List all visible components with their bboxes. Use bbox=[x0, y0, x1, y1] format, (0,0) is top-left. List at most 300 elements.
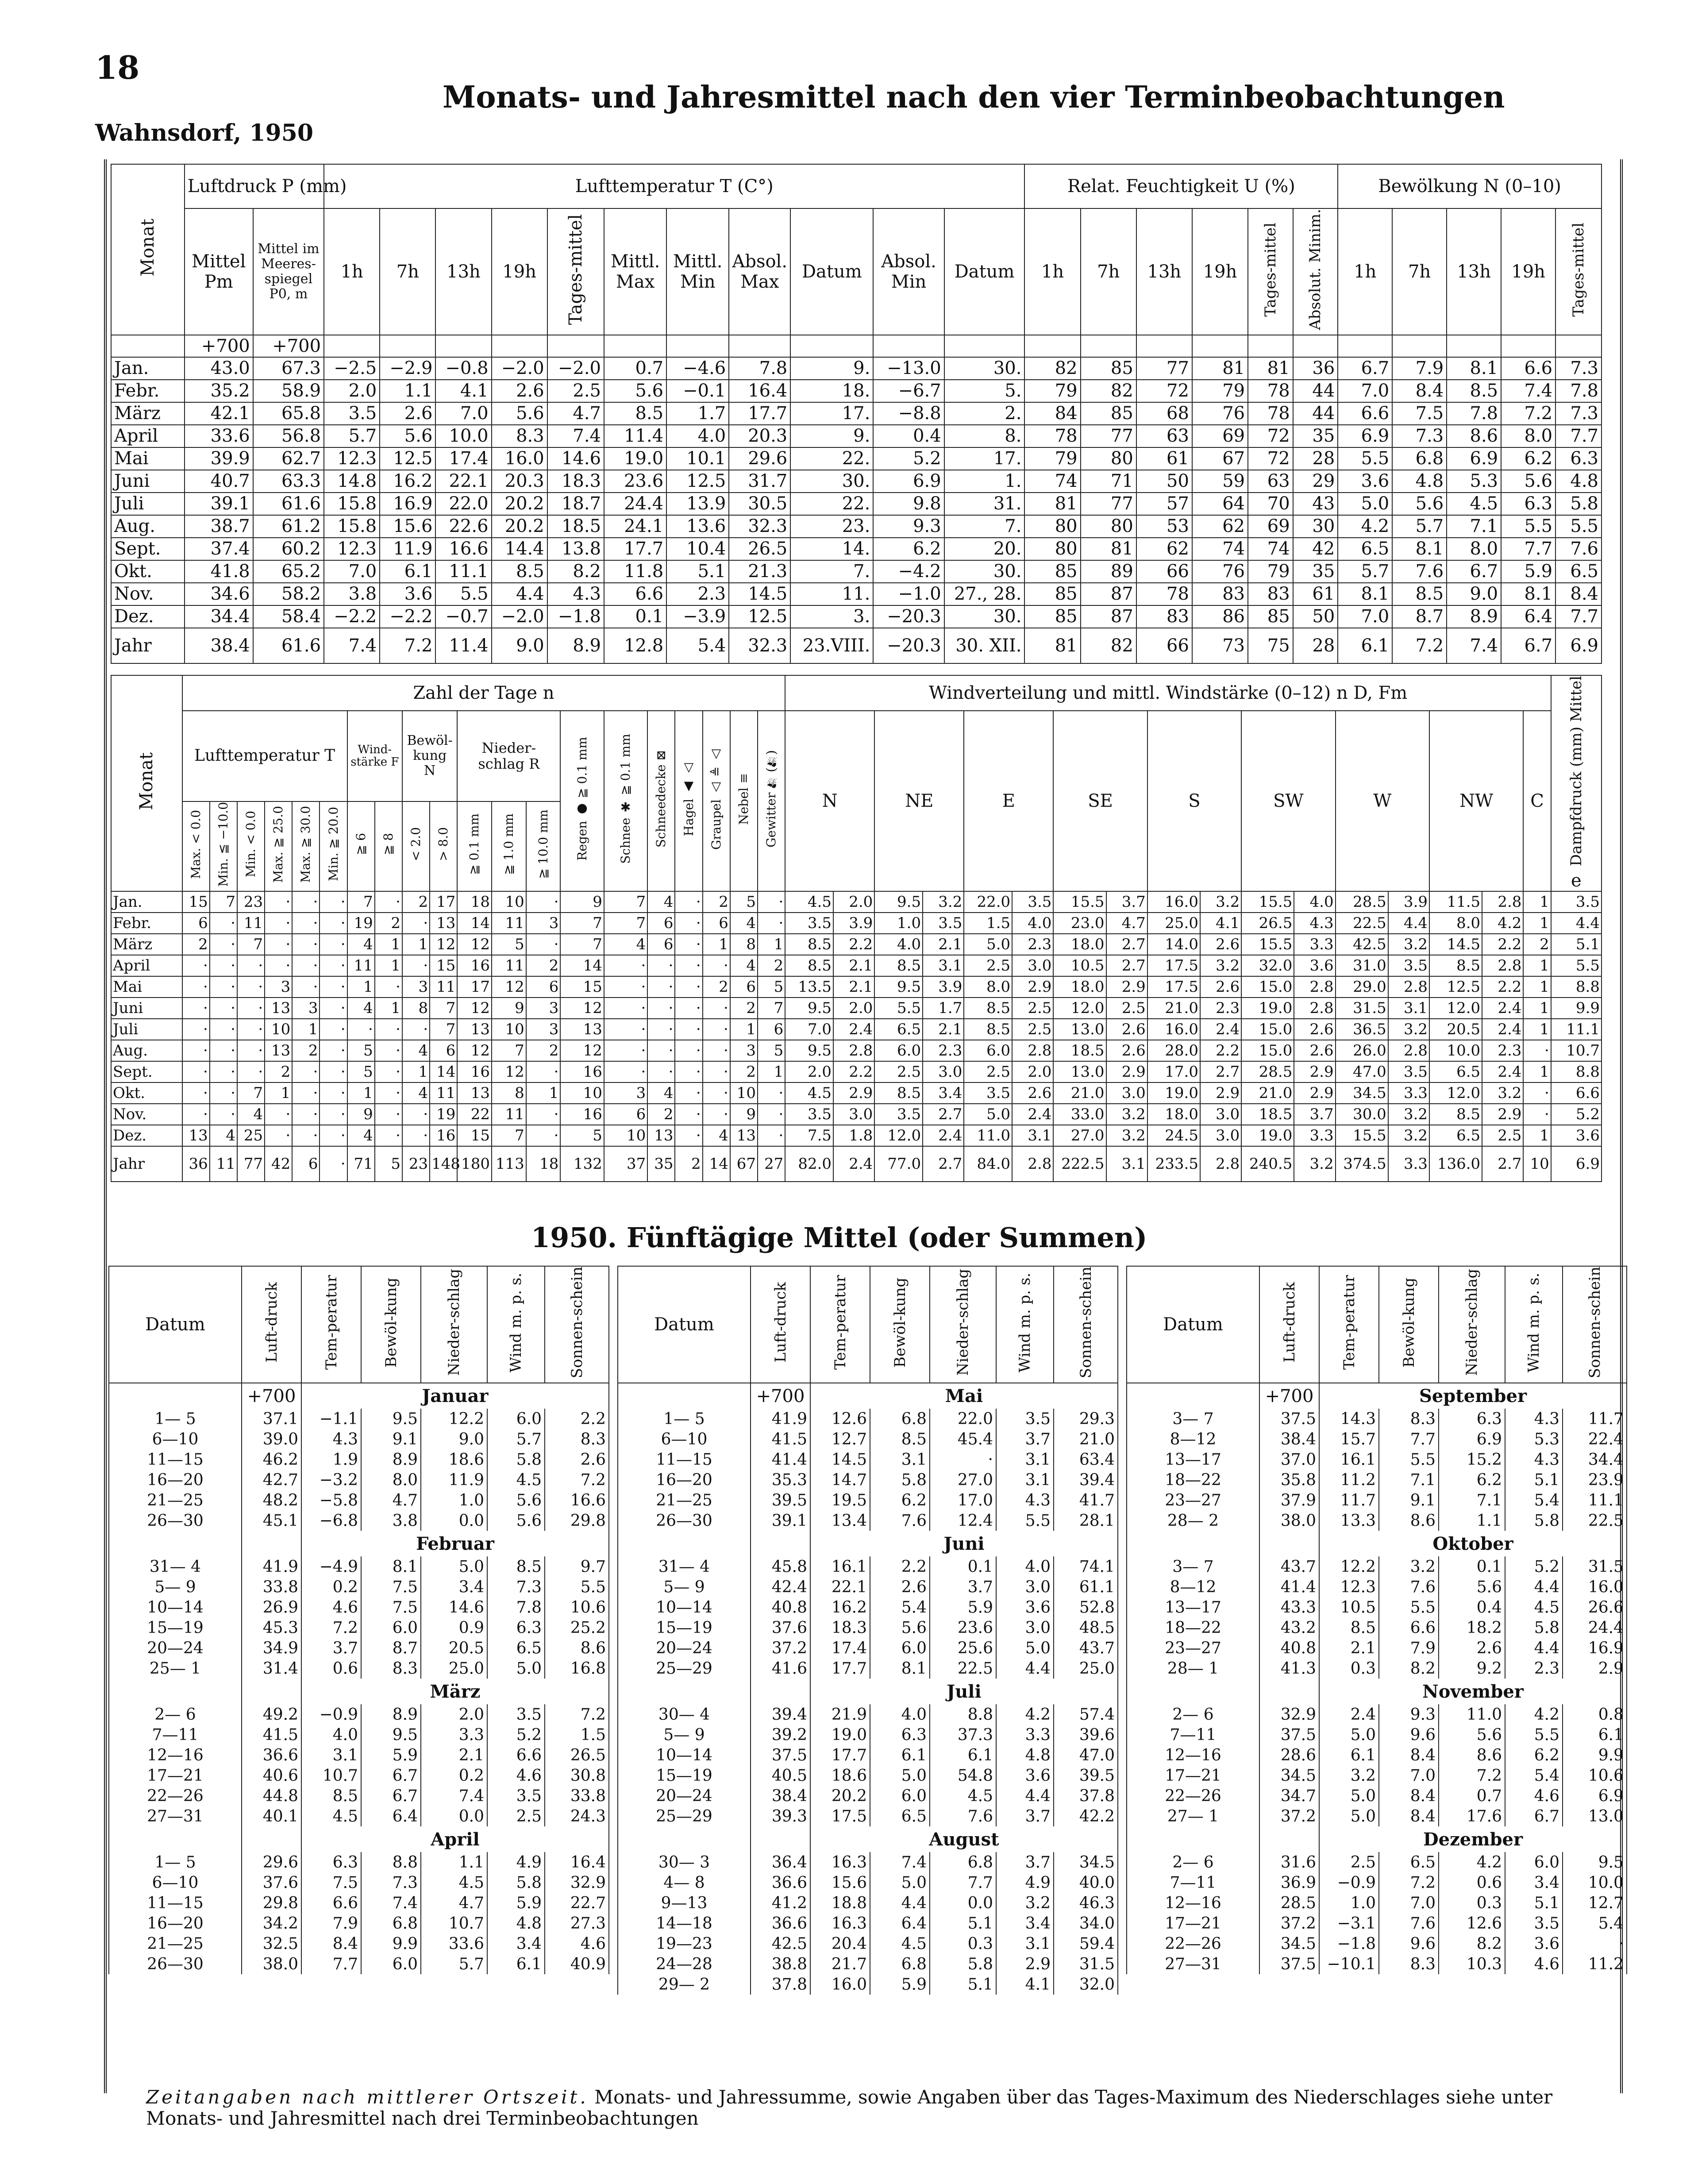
data-cell: 7.2 bbox=[545, 1470, 609, 1490]
data-cell: · bbox=[375, 1040, 402, 1061]
data-cell: 6.0 bbox=[487, 1409, 545, 1429]
data-cell: 5.5 bbox=[1379, 1449, 1439, 1470]
data-cell: · bbox=[237, 1040, 265, 1061]
data-cell: 4.7 bbox=[361, 1490, 421, 1510]
data-cell: 10 bbox=[1523, 1146, 1551, 1182]
data-cell: −1.8 bbox=[547, 605, 604, 628]
data-cell: 20.2 bbox=[492, 493, 547, 515]
data-cell: 8.6 bbox=[545, 1638, 609, 1658]
header-lufttemperatur: Lufttemperatur T (C°) bbox=[324, 164, 1024, 208]
data-cell: · bbox=[675, 1125, 702, 1146]
data-cell: 37.8 bbox=[1054, 1786, 1118, 1806]
data-cell: 25.0 bbox=[1054, 1658, 1118, 1679]
data-cell: 56.8 bbox=[253, 425, 324, 447]
data-cell: · bbox=[292, 891, 320, 913]
data-cell: 3.0 bbox=[1200, 1104, 1241, 1125]
table-row bbox=[618, 1704, 1118, 1725]
data-cell: 6 bbox=[647, 913, 675, 934]
month-label: Nov. bbox=[111, 1104, 182, 1125]
data-cell: 5.4 bbox=[1505, 1490, 1563, 1510]
data-cell: 11.2 bbox=[1563, 1954, 1627, 1974]
data-cell: 2.6 bbox=[1294, 1040, 1335, 1061]
date-range: 31— 4 bbox=[618, 1556, 751, 1577]
cell-base bbox=[1259, 1679, 1319, 1704]
data-cell: 6.5 bbox=[870, 1806, 930, 1826]
data-cell: 11.8 bbox=[604, 560, 666, 583]
data-cell: 2.9 bbox=[1106, 1061, 1147, 1082]
month-label: Dez. bbox=[111, 605, 185, 628]
data-cell: 3.1 bbox=[996, 1449, 1054, 1470]
table-row bbox=[618, 1577, 1118, 1597]
month-label: Jahr bbox=[111, 628, 185, 663]
data-cell: 31.4 bbox=[242, 1658, 301, 1679]
data-cell: 19 bbox=[347, 913, 375, 934]
data-cell: 3.7 bbox=[301, 1638, 361, 1658]
data-cell: · bbox=[647, 1019, 675, 1040]
data-cell: 3.2 bbox=[1200, 891, 1241, 913]
data-cell: 75 bbox=[1248, 628, 1293, 663]
data-cell: · bbox=[320, 913, 347, 934]
data-cell: 9.6 bbox=[1379, 1934, 1439, 1954]
data-cell: · bbox=[675, 1019, 702, 1040]
table-row-base bbox=[111, 335, 1602, 357]
data-cell: 18 bbox=[526, 1146, 561, 1182]
table-row bbox=[1127, 1490, 1627, 1510]
table-row bbox=[109, 1852, 609, 1872]
data-cell: 2.1 bbox=[833, 955, 874, 976]
data-cell: 7 bbox=[347, 891, 375, 913]
data-cell: −10.1 bbox=[1319, 1954, 1379, 1974]
date-range: 9—13 bbox=[618, 1893, 751, 1913]
header-t1: 1h bbox=[324, 208, 380, 335]
data-cell: 24.4 bbox=[1563, 1618, 1627, 1638]
data-cell: 6.4 bbox=[1501, 605, 1555, 628]
data-cell: 10.5 bbox=[1319, 1597, 1379, 1618]
data-cell: 45.8 bbox=[751, 1556, 810, 1577]
data-cell: 36 bbox=[1293, 357, 1338, 380]
table-row bbox=[111, 493, 1602, 515]
data-cell: 14 bbox=[457, 913, 492, 934]
data-cell: 2.6 bbox=[1200, 934, 1241, 955]
data-cell: 10.5 bbox=[1053, 955, 1106, 976]
data-cell: · bbox=[182, 1061, 210, 1082]
data-cell: 34.5 bbox=[1259, 1765, 1319, 1786]
data-cell: 4.5 bbox=[487, 1470, 545, 1490]
table-row bbox=[1127, 1577, 1627, 1597]
data-cell: 10.7 bbox=[301, 1765, 361, 1786]
data-cell: 27.0 bbox=[930, 1470, 996, 1490]
data-cell: · bbox=[758, 913, 785, 934]
data-cell: 3.3 bbox=[421, 1725, 487, 1745]
date-range: 27—31 bbox=[1127, 1954, 1259, 1974]
data-cell: 23 bbox=[237, 891, 265, 913]
data-cell: 43.3 bbox=[1259, 1597, 1319, 1618]
data-cell: 15.0 bbox=[1241, 1019, 1294, 1040]
data-cell: 0.3 bbox=[1439, 1893, 1505, 1913]
table-row bbox=[1127, 1618, 1627, 1638]
data-cell: · bbox=[320, 1125, 347, 1146]
table-row bbox=[618, 1725, 1118, 1745]
header-lt-0: Max. < 0.0 bbox=[182, 801, 210, 892]
data-cell: 4 bbox=[703, 1125, 730, 1146]
data-cell: 77 bbox=[237, 1146, 265, 1182]
data-cell: 7 bbox=[492, 1125, 526, 1146]
date-range: 1— 5 bbox=[618, 1409, 751, 1429]
data-cell: 8.6 bbox=[1439, 1745, 1505, 1765]
data-cell: 34.2 bbox=[242, 1913, 301, 1934]
data-cell: 15.6 bbox=[810, 1872, 870, 1893]
data-cell: 38.0 bbox=[1259, 1510, 1319, 1531]
data-cell: · bbox=[526, 1125, 561, 1146]
data-cell: 61 bbox=[1136, 447, 1192, 470]
data-cell: 16.2 bbox=[810, 1597, 870, 1618]
data-cell: 2.3 bbox=[666, 583, 729, 605]
data-cell: 6.6 bbox=[1338, 402, 1392, 425]
date-range: 16—20 bbox=[618, 1470, 751, 1490]
data-cell: 41.4 bbox=[1259, 1577, 1319, 1597]
data-cell: 6.0 bbox=[361, 1618, 421, 1638]
data-cell: 39.1 bbox=[185, 493, 253, 515]
data-cell: · bbox=[237, 1019, 265, 1040]
data-cell: 16 bbox=[430, 1125, 457, 1146]
data-cell: 3.2 bbox=[1379, 1556, 1439, 1577]
footnote-text: Monats- und Jahressumme, sowie Angaben über das Tages-Maximum des Niederschlages siehe unter Monats- und Jahresmittel nach drei Terminbeobachtungen bbox=[146, 2086, 1553, 2129]
month-label: Jan. bbox=[111, 357, 185, 380]
footnote-italic: Zeitangaben nach mittlerer Ortszeit. bbox=[146, 2086, 589, 2108]
data-cell: 19.0 bbox=[1241, 1125, 1294, 1146]
data-cell: 3.2 bbox=[1294, 1146, 1335, 1182]
cell-base bbox=[1259, 1531, 1319, 1556]
cell-empty bbox=[1081, 335, 1136, 357]
data-cell: 2.6 bbox=[1106, 1040, 1147, 1061]
data-cell: 61.6 bbox=[253, 493, 324, 515]
month-label: März bbox=[111, 402, 185, 425]
data-cell: 78 bbox=[1024, 425, 1080, 447]
data-cell: 10 bbox=[560, 1082, 604, 1104]
data-cell: 6 bbox=[647, 934, 675, 955]
data-cell: 3.2 bbox=[1388, 1019, 1429, 1040]
data-cell: 17.7 bbox=[810, 1745, 870, 1765]
data-cell: 13 bbox=[265, 998, 292, 1019]
date-range: 28— 2 bbox=[1127, 1510, 1259, 1531]
data-cell: 5.5 bbox=[996, 1510, 1054, 1531]
data-cell: 2.6 bbox=[380, 402, 435, 425]
data-cell: −0.7 bbox=[435, 605, 491, 628]
header-bewoelkung: Bewölkung N (0–10) bbox=[1338, 164, 1602, 208]
data-cell: 8.0 bbox=[361, 1470, 421, 1490]
data-cell: 7.9 bbox=[301, 1913, 361, 1934]
data-cell: 18.0 bbox=[1053, 934, 1106, 955]
data-cell: 72 bbox=[1248, 447, 1293, 470]
data-cell: 7.5 bbox=[301, 1872, 361, 1893]
data-cell: 5.1 bbox=[930, 1913, 996, 1934]
data-cell: 59 bbox=[1192, 470, 1248, 493]
data-cell: 4.3 bbox=[301, 1429, 361, 1449]
data-cell: 6.5 bbox=[487, 1638, 545, 1658]
header-col: Luft-druck bbox=[1259, 1266, 1319, 1383]
data-cell: 2.2 bbox=[545, 1409, 609, 1429]
data-cell: 3.6 bbox=[1551, 1125, 1602, 1146]
data-cell: 13 bbox=[265, 1040, 292, 1061]
data-cell: 5.4 bbox=[1563, 1913, 1627, 1934]
data-cell: 4.4 bbox=[1388, 913, 1429, 934]
cell-base: +700 bbox=[1259, 1383, 1319, 1409]
data-cell: 1 bbox=[1523, 1125, 1551, 1146]
data-cell: 3.3 bbox=[1388, 1146, 1429, 1182]
month-heading-row bbox=[1127, 1826, 1627, 1852]
data-cell: · bbox=[675, 934, 702, 955]
data-cell: 1 bbox=[347, 1082, 375, 1104]
data-cell: 67.3 bbox=[253, 357, 324, 380]
data-cell: 52.8 bbox=[1054, 1597, 1118, 1618]
data-cell: 5.4 bbox=[666, 628, 729, 663]
cell-empty bbox=[324, 335, 380, 357]
data-cell: 44.8 bbox=[242, 1786, 301, 1806]
data-cell: 21.9 bbox=[810, 1704, 870, 1725]
table-row bbox=[109, 1806, 609, 1826]
header-hagel: Hagel ▲ △ bbox=[675, 711, 702, 891]
month-heading-row bbox=[109, 1383, 609, 1409]
date-range: 26—30 bbox=[109, 1954, 242, 1974]
data-cell: 14.5 bbox=[810, 1449, 870, 1470]
data-cell: 0.0 bbox=[421, 1806, 487, 1826]
data-cell: 41.6 bbox=[751, 1658, 810, 1679]
data-cell: −3.2 bbox=[301, 1470, 361, 1490]
data-cell: 2.1 bbox=[923, 1019, 964, 1040]
header-dir-c: C bbox=[1523, 711, 1551, 891]
data-cell: 23.0 bbox=[1053, 913, 1106, 934]
header-u-absolut-min: Absolut. Minim. bbox=[1293, 208, 1338, 335]
data-cell: 34.7 bbox=[1259, 1786, 1319, 1806]
cell-empty bbox=[111, 335, 185, 357]
data-cell: 8.6 bbox=[1379, 1510, 1439, 1531]
data-cell: 2 bbox=[730, 1061, 758, 1082]
header-col: Sonnen-schein bbox=[1054, 1266, 1118, 1383]
data-cell: 12.7 bbox=[1563, 1893, 1627, 1913]
data-cell: 12 bbox=[457, 1040, 492, 1061]
data-cell: 9.5 bbox=[874, 976, 923, 998]
data-cell: 5.5 bbox=[435, 583, 491, 605]
data-cell: 79 bbox=[1192, 380, 1248, 402]
data-cell: 44 bbox=[1293, 402, 1338, 425]
data-cell: 7.7 bbox=[1379, 1429, 1439, 1449]
header-dir-sw: SW bbox=[1241, 711, 1335, 891]
data-cell: 5.5 bbox=[1338, 447, 1392, 470]
data-cell: 16.6 bbox=[435, 538, 491, 560]
data-cell: 2.1 bbox=[1319, 1638, 1379, 1658]
table-row bbox=[618, 1893, 1118, 1913]
data-cell: 3.5 bbox=[1388, 1061, 1429, 1082]
data-cell: 4.6 bbox=[1505, 1954, 1563, 1974]
header-zahl-der-tage: Zahl der Tage n bbox=[182, 675, 785, 711]
table-row bbox=[618, 1852, 1118, 1872]
header-t7: 7h bbox=[380, 208, 435, 335]
data-cell: 6.0 bbox=[1505, 1852, 1563, 1872]
data-cell: 15.0 bbox=[1241, 976, 1294, 998]
header-col: Wind m. p. s. bbox=[487, 1266, 545, 1383]
data-cell: 10 bbox=[604, 1125, 647, 1146]
data-cell: 2.2 bbox=[1200, 1040, 1241, 1061]
data-cell: 6 bbox=[526, 976, 561, 998]
data-cell: · bbox=[210, 934, 237, 955]
header-dir-e: E bbox=[964, 711, 1053, 891]
table-row bbox=[618, 1954, 1118, 1974]
data-cell: 22. bbox=[790, 447, 873, 470]
header-luftdruck: Luftdruck P (mm) bbox=[185, 164, 324, 208]
data-cell: 11.4 bbox=[604, 425, 666, 447]
data-cell: 35 bbox=[1293, 425, 1338, 447]
data-cell: 61 bbox=[1293, 583, 1338, 605]
data-cell: 6.0 bbox=[361, 1954, 421, 1974]
data-cell: 80 bbox=[1024, 515, 1080, 538]
month-label: Okt. bbox=[111, 560, 185, 583]
header-col: Tem-peratur bbox=[301, 1266, 361, 1383]
data-cell: 45.1 bbox=[242, 1510, 301, 1531]
data-cell: 9.7 bbox=[545, 1556, 609, 1577]
header-u19: 19h bbox=[1192, 208, 1248, 335]
data-cell: 5.4 bbox=[1505, 1765, 1563, 1786]
data-cell: 45.3 bbox=[242, 1618, 301, 1638]
cell-base bbox=[751, 1531, 810, 1556]
data-cell: 36.9 bbox=[1259, 1872, 1319, 1893]
data-cell: 5.1 bbox=[1505, 1893, 1563, 1913]
data-cell: 4 bbox=[347, 1125, 375, 1146]
data-cell: 34.5 bbox=[1259, 1934, 1319, 1954]
table-row bbox=[618, 1449, 1118, 1470]
data-cell: 2.4 bbox=[833, 1146, 874, 1182]
data-cell: 4 bbox=[730, 913, 758, 934]
data-cell: 47.0 bbox=[1054, 1745, 1118, 1765]
table-row bbox=[1127, 1765, 1627, 1786]
data-cell: 41.7 bbox=[1054, 1490, 1118, 1510]
data-cell: · bbox=[292, 976, 320, 998]
cell-base bbox=[751, 1826, 810, 1852]
cell-base bbox=[1259, 1826, 1319, 1852]
date-range: 31— 4 bbox=[109, 1556, 242, 1577]
data-cell: 5.8 bbox=[930, 1954, 996, 1974]
data-cell: 1 bbox=[1523, 891, 1551, 913]
date-range: 7—11 bbox=[109, 1725, 242, 1745]
data-cell: 2.3 bbox=[923, 1040, 964, 1061]
data-cell: 5 bbox=[758, 1040, 785, 1061]
header-datum: Datum bbox=[1127, 1266, 1259, 1383]
cell-base: +700 bbox=[185, 335, 253, 357]
data-cell: 5.8 bbox=[1505, 1618, 1563, 1638]
data-cell: · bbox=[237, 976, 265, 998]
data-cell: 8.3 bbox=[492, 425, 547, 447]
data-cell: 17.0 bbox=[930, 1490, 996, 1510]
data-cell: 2.1 bbox=[421, 1745, 487, 1765]
data-cell: 15.8 bbox=[324, 493, 380, 515]
data-cell: 3.2 bbox=[1388, 1104, 1429, 1125]
date-range: 2— 6 bbox=[109, 1704, 242, 1725]
data-cell: −1.8 bbox=[1319, 1934, 1379, 1954]
data-cell: 4.0 bbox=[666, 425, 729, 447]
data-cell: 6.9 bbox=[1555, 628, 1602, 663]
data-cell: 24.5 bbox=[1147, 1125, 1200, 1146]
data-cell: 5.9 bbox=[1501, 560, 1555, 583]
data-cell: 17 bbox=[430, 891, 457, 913]
data-cell: 8.5 bbox=[604, 402, 666, 425]
data-cell: · bbox=[526, 891, 561, 913]
date-range: 12—16 bbox=[1127, 1893, 1259, 1913]
data-cell: 13.6 bbox=[666, 515, 729, 538]
cell-empty bbox=[873, 335, 944, 357]
data-cell: 2.5 bbox=[487, 1806, 545, 1826]
table-row bbox=[111, 998, 1602, 1019]
data-cell: 39.9 bbox=[185, 447, 253, 470]
data-cell: 22.0 bbox=[964, 891, 1012, 913]
data-cell: 6.8 bbox=[930, 1852, 996, 1872]
cell-empty bbox=[492, 335, 547, 357]
month-heading: September bbox=[1319, 1383, 1627, 1409]
data-cell: 41.2 bbox=[751, 1893, 810, 1913]
cell-empty bbox=[109, 1679, 242, 1704]
station-label: Wahnsdorf, 1950 bbox=[95, 119, 314, 146]
data-cell: 2.4 bbox=[1482, 1061, 1523, 1082]
data-cell: 9.1 bbox=[1379, 1490, 1439, 1510]
data-cell: 8.5 bbox=[1392, 583, 1447, 605]
data-cell: 4.0 bbox=[301, 1725, 361, 1745]
data-cell: 4 bbox=[237, 1104, 265, 1125]
cell-empty bbox=[1127, 1383, 1259, 1409]
data-cell: 24.3 bbox=[545, 1806, 609, 1826]
data-cell: 10.7 bbox=[1551, 1040, 1602, 1061]
data-cell: 37.5 bbox=[1259, 1954, 1319, 1974]
data-cell: 5.5 bbox=[1379, 1597, 1439, 1618]
header-dir-w: W bbox=[1336, 711, 1429, 891]
data-cell: 6.9 bbox=[873, 470, 944, 493]
data-cell: 23.6 bbox=[604, 470, 666, 493]
data-cell: 12.5 bbox=[380, 447, 435, 470]
data-cell: 80 bbox=[1081, 447, 1136, 470]
data-cell: 37.1 bbox=[242, 1409, 301, 1429]
data-cell: 37.4 bbox=[185, 538, 253, 560]
data-cell: 41.9 bbox=[751, 1409, 810, 1429]
header-absol-min: Absol. Min bbox=[873, 208, 944, 335]
data-cell: 43.7 bbox=[1259, 1556, 1319, 1577]
data-cell: 11.1 bbox=[1551, 1019, 1602, 1040]
data-cell: 5.5 bbox=[1551, 955, 1602, 976]
table-row bbox=[618, 1806, 1118, 1826]
month-heading: Mai bbox=[810, 1383, 1118, 1409]
data-cell: 30. bbox=[944, 560, 1025, 583]
data-cell: 85 bbox=[1248, 605, 1293, 628]
data-cell: 36.5 bbox=[1336, 1019, 1388, 1040]
data-cell: 6 bbox=[182, 913, 210, 934]
header-b-0: < 2.0 bbox=[402, 801, 430, 892]
table-row bbox=[618, 1470, 1118, 1490]
data-cell: · bbox=[320, 998, 347, 1019]
data-cell: 8.3 bbox=[545, 1429, 609, 1449]
data-cell: 2 bbox=[703, 891, 730, 913]
data-cell: 18.6 bbox=[810, 1765, 870, 1786]
data-cell: 10.6 bbox=[545, 1597, 609, 1618]
data-cell: 17.4 bbox=[810, 1638, 870, 1658]
data-cell: 14.0 bbox=[1147, 934, 1200, 955]
data-cell: 13.0 bbox=[1563, 1806, 1627, 1826]
data-cell: 7.6 bbox=[1379, 1913, 1439, 1934]
five-day-block bbox=[108, 1266, 609, 1974]
data-cell: 3.4 bbox=[487, 1934, 545, 1954]
data-cell: · bbox=[320, 934, 347, 955]
date-range: 3— 7 bbox=[1127, 1556, 1259, 1577]
data-cell: 58.4 bbox=[253, 605, 324, 628]
data-cell: 22.5 bbox=[1563, 1510, 1627, 1531]
data-cell: 1. bbox=[944, 470, 1025, 493]
data-cell: 1.5 bbox=[964, 913, 1012, 934]
data-cell: · bbox=[526, 1104, 561, 1125]
